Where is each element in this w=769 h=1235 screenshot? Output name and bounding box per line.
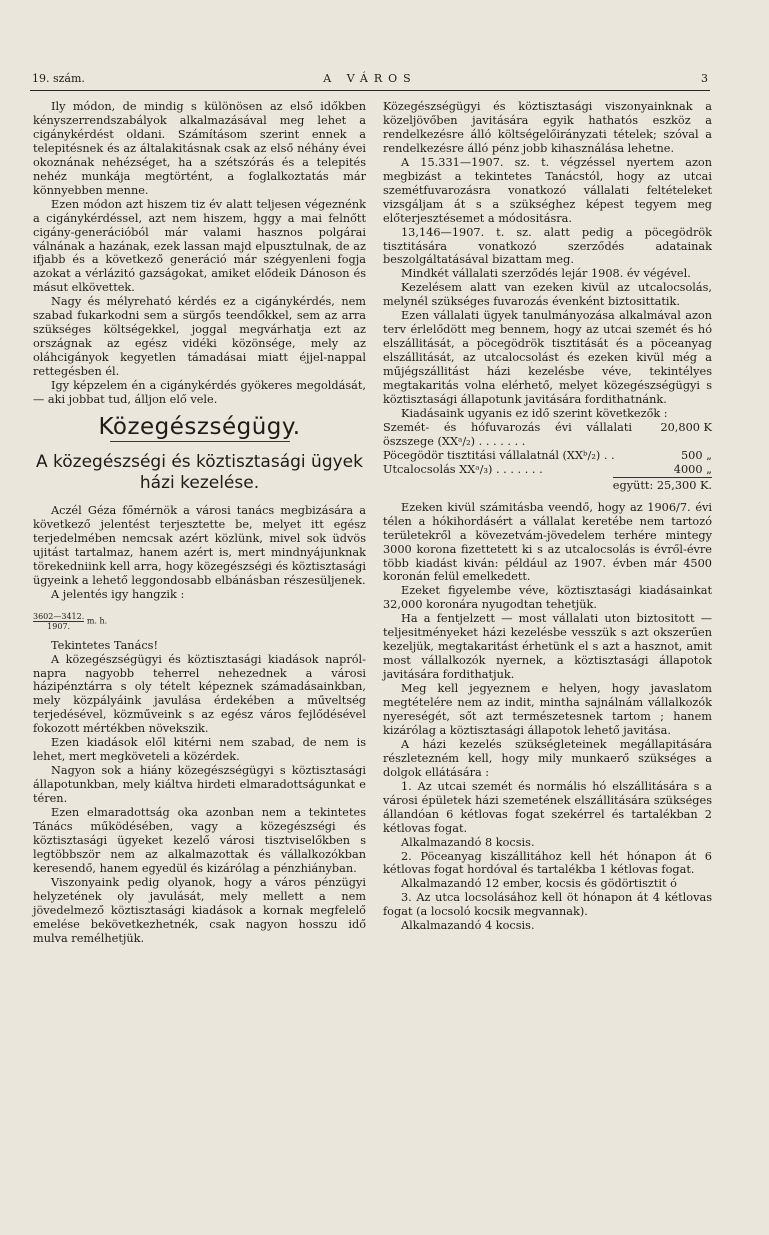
right-column xyxy=(383,100,712,933)
expense-label: Utcalocsolás XXᵃ/₃) . . . . . . . xyxy=(383,462,543,476)
section-rule xyxy=(110,441,290,442)
paragraph: 3. Az utca locsolásához kell öt hónapon át 4 kétlovas fogat (a locsoló kocsik megvannak). xyxy=(383,891,712,919)
expense-total-value: együtt: 25,300 K. xyxy=(612,478,712,492)
paragraph: Alkalmazandó 12 ember, kocsis és gödörtisztit ó xyxy=(401,877,677,891)
paragraph: Nagy és mélyreható kérdés ez a cigánykérdés, nem szabad fukarkodni sem a sürgős teendőkkel, sem az arra szükséges költségekkel, joggal megvárhatja ezt az országnak az egész vidéki közönsége, mely az oláhcigányok kegyetlen támadásai miatt éjjel-nappal rettegésben él. xyxy=(33,295,366,379)
header-rule xyxy=(30,90,710,91)
paragraph: Kiadásaink ugyanis ez idő szerint következők : xyxy=(401,406,668,420)
left-column xyxy=(33,100,366,946)
page-header xyxy=(32,72,708,88)
issue-number: 19. szám. xyxy=(32,72,85,85)
paragraph: Ily módon, de mindig s különösen az első időkben kényszerrendszabályok alkalmazásával meg lehet a cigánykérdést oldani. Számításom szerint ennek a telepitésnek és az általakitásnak csak az első néhány évei okoznának nehézséget, ha a szétszórás és a telepités nehéz munkája megtörtént, a foglalkoztatás már könnyebben menne. xyxy=(33,100,366,197)
paragraph: Igy képzelem én a cigánykérdés gyökeres megoldását, — aki jobbat tud, álljon elő vele. xyxy=(33,379,366,407)
expense-total xyxy=(383,479,712,493)
report-paragraph: Nagyon sok a hiány közegészségügyi s köztisztasági állapotunkban, mely kiáltva hirdeti elmaradottságunkat e téren. xyxy=(33,764,366,806)
paragraph: Ezeken kivül számitásba veendő, hogy az 1906/7. évi télen a hókihordásért a vállalat keretébe nem tartozó területekről a kövezetvám-jövedelem terhére mintegy 3000 korona fizettetett ki s az utcalocsolás is évről-évre több kiadást kiván: például az 1907. évben már 4500 koronán felül emelkedett. xyxy=(383,500,712,584)
report-paragraph: Viszonyaink pedig olyanok, hogy a város pénzügyi helyzetének oly javulását, mely mellett a nem jövedelmező köztisztasági kiadások a kornak megfelelő emelése bekövetkezhetnék, csak nagyon hosszu idő mulva remélhetjük. xyxy=(33,875,366,945)
paragraph: Ezen vállalati ügyek tanulmányozása alkalmával azon terv érlelődött meg bennem, hogy az utcai szemét és hó elszállitását, a pöcegödrök tisztitását és a pöceanyag elszállitását, az utcalocsolást és ezeken kivül még a műjégszállitást házi kezelésbe véve, tekintélyes megtakaritás volna elérhető, melyet közegészségügyi s köztisztasági állapotunk javitására fordithatnánk. xyxy=(383,309,712,407)
paragraph: 2. Pöceanyag kiszállitához kell hét hónapon át 6 kétlovas fogat hordóval és tartalékba 1 kétlovas fogat. xyxy=(383,849,712,877)
report-intro: A jelentés igy hangzik : xyxy=(51,587,185,601)
paragraph: Ezeket figyelembe véve, köztisztasági kiadásainkat 32,000 koronára nyugodtan tehetjük. xyxy=(383,584,712,612)
paragraph: Alkalmazandó 8 kocsis. xyxy=(401,835,535,849)
reference-denominator: 1907. xyxy=(47,621,71,631)
intro-paragraph: Aczél Géza főmérnök a városi tanács megbizására a következő jelentést terjesztette be, melyet itt egész terjedelmében nemcsak azért közlünk, mivel sok üdvös ujitást tartalmaz, hanem azért is, mert mindnyájunknak törekedniink kell arra, hogy közegészségi és köztisztasági ügyeink a lehető leggondosabb elbánásban részesüljenek. xyxy=(33,503,366,587)
paragraph: Meg kell jegyeznem e helyen, hogy javaslatom megtételére nem az indit, mintha sajnálnám vállalkozók nyereségét, sőt azt természetesnek tartom ; hanem kizárólag a köztisztasági állapotok lehető javitása. xyxy=(383,682,712,737)
expense-label: Pöcegödör tisztitási vállalatnál (XXᵇ/₂) . . xyxy=(383,448,615,462)
paragraph: Közegészségügyi és köztisztasági viszonyainknak a közeljövőben javitására egyik hathatós eszköz a rendelkezésre álló költségelőirányzati tételek; szóval a rendelkezésre álló pénz jobb kihasználása lehetne. xyxy=(383,100,712,155)
paragraph: Ha a fentjelzett — most vállalati uton biztositott — teljesitményeket házi kezelésbe vesszük s azt okszerűen kezeljük, megtakaritást érhetünk el s azt a hasznot, amit most vállalkozók nyernek, a köztisztasági állapotok javitására fordithatjuk. xyxy=(383,612,712,682)
page-number: 3 xyxy=(701,72,708,85)
report-paragraph: Ezen kiadások elől kitérni nem szabad, de nem is lehet, mert megköveteli a közérdek. xyxy=(33,736,366,764)
paragraph: A 15.331—1907. sz. t. végzéssel nyertem azon megbizást a tekintetes Tanácstól, hogy az utcai szemétfuvarozásra vonatkozó vállalati feltételeket vizsgáljam át s a szükséghez képest tegyem meg előterjesztésemet a módositásra. xyxy=(383,155,712,225)
expense-label: Szemét- és hófuvarozás évi vállalati öszszege (XXᵃ/₂) . . . . . . . xyxy=(383,420,632,448)
expense-amount: 4000 „ xyxy=(673,462,712,476)
paragraph: A házi kezelés szükségleteinek megállapitására részletezném kell, hogy mily munkaerő szükséges a dolgok ellátására : xyxy=(383,737,712,779)
paragraph: 1. Az utcai szemét és normális hó elszállitására s a városi épületek házi szemetének elszállitására szükséges állandóan 6 kétlovas fogat szekérrel és tartalékban 2 kétlovas fogat. xyxy=(383,779,712,835)
reference-suffix: m. h. xyxy=(86,616,108,626)
table-row xyxy=(383,421,712,449)
masthead-title: A VÁROS xyxy=(323,72,417,85)
paragraph: Kezelésem alatt van ezeken kivül az utcalocsolás, melynél szükséges fuvarozás évenként biztosittatik. xyxy=(383,281,712,309)
table-row xyxy=(383,463,712,477)
reference-number xyxy=(33,612,366,631)
report-paragraph: A közegészségügyi és köztisztasági kiadások napról-napra nagyobb teherrel nehezednek a városi házipénztárra s oly tételt képeznek számadásainkban, mely közpályáink javulása érdekében a műveltség terjedésével, közműveink s az egész város fejlődésével fokozott mértékben növekszik. xyxy=(33,652,366,736)
salutation: Tekintetes Tanács! xyxy=(51,638,158,652)
expense-amount: 20,800 K xyxy=(660,420,712,434)
report-paragraph: Ezen elmaradottság oka azonban nem a tekintetes Tánács működésében, vagy a közegészségi és köztisztasági ügyeket kezelő városi tisztviselőkben s legtöbbször nem az alkalmazottak és vállalkozókban keresendő, hanem egyedül és kizárólag a pénzhiányban. xyxy=(33,806,366,875)
article-title: A közegészségi és köztisztasági ügyek házi kezelése. xyxy=(36,451,363,493)
table-row xyxy=(383,449,712,463)
expense-amount: 500 „ xyxy=(680,448,712,462)
paragraph: Alkalmazandó 4 kocsis. xyxy=(401,919,535,933)
paragraph: Ezen módon azt hiszem tiz év alatt teljesen végeznénk a cigánykérdéssel, azt nem hiszem, hggy a mai felnőtt cigány-generációból már valami hasznos polgárai válnának a hazának, ezek lassan majd elpusztulnak, de az ifjabb és a következő generáció már szégyenleni fogja azokat a vérlázitó gazságokat, amiket elődeik Dánoson és másut elkövettek. xyxy=(33,197,366,295)
expense-table xyxy=(383,421,712,477)
reference-numerator: 3602—3412. xyxy=(33,611,85,621)
paragraph: Mindkét vállalati szerződés lejár 1908. év végével. xyxy=(401,267,691,281)
section-title: Közegészségügy. xyxy=(98,413,301,440)
paragraph: 13,146—1907. t. sz. alatt pedig a pöcegödrök tisztitására vonatkozó szerződés adatainak beszolgáltatásával bizattam meg. xyxy=(383,225,712,267)
